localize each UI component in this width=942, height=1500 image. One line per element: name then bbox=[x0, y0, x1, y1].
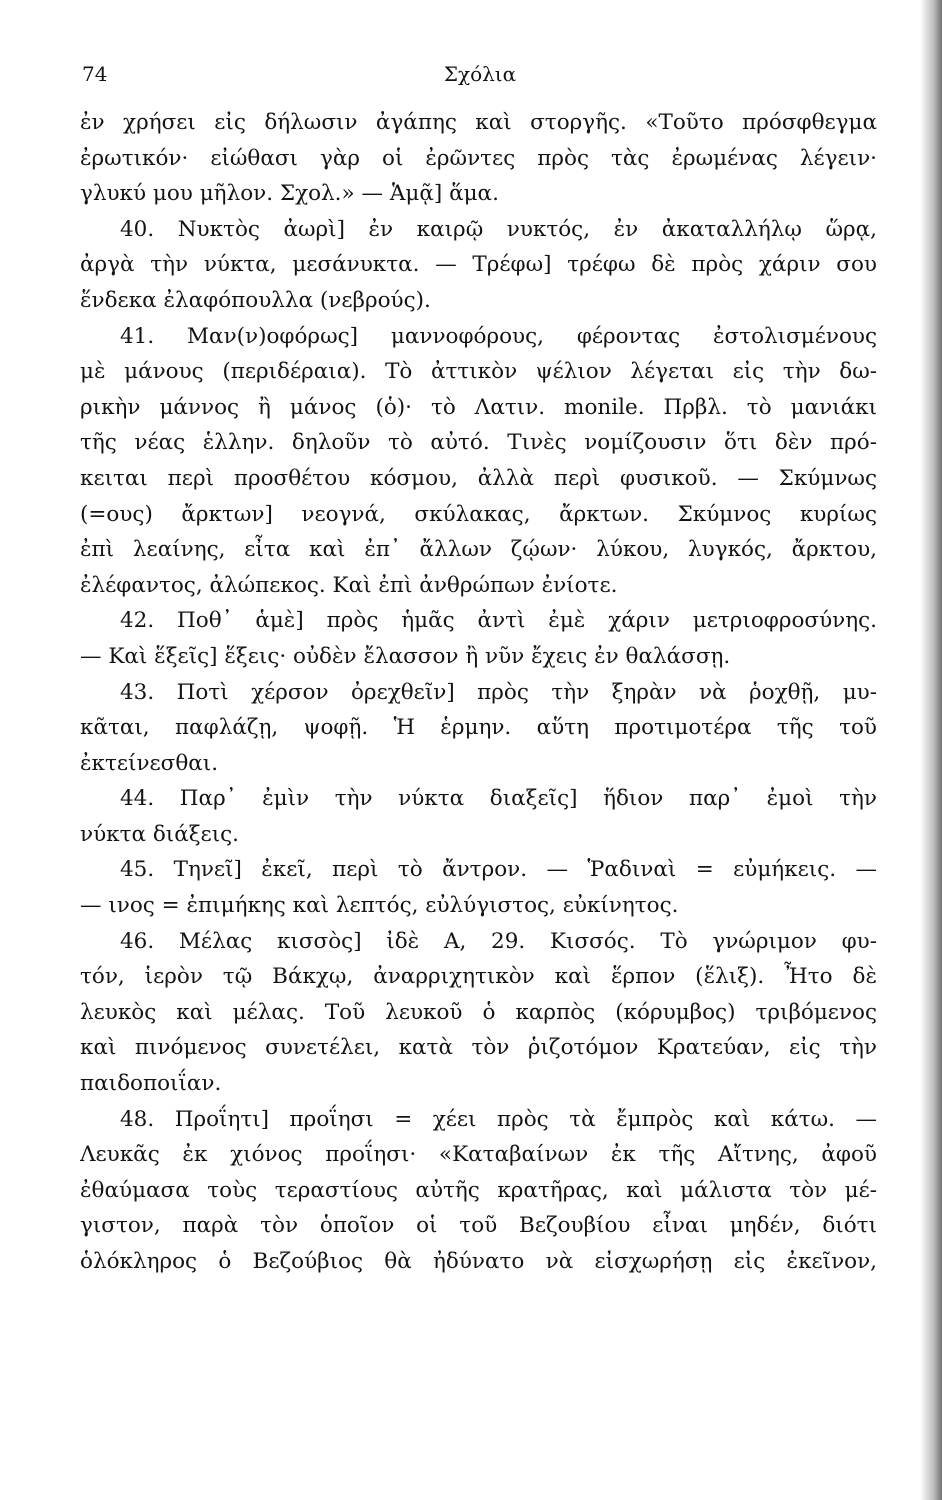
text-line: νύκτα διάξεις. bbox=[80, 821, 240, 847]
text-line: τῆς νέας ἑλλην. δηλοῦν τὸ αὐτό. Τινὲς νομίζουσιν ὅτι δὲν πρό- bbox=[80, 430, 877, 456]
text-line: ρικὴν μάννος ἢ μάνος (ὁ)· τὸ Λατιν. monile. Πρβλ. τὸ μανιάκι bbox=[80, 394, 877, 420]
text-line: 46. Μέλας κισσὸς] ἰδὲ Α, 29. Κισσός. Τὸ γνώριμον φυ- bbox=[120, 928, 877, 954]
running-title: Σχόλια bbox=[443, 62, 517, 86]
text-line: ἐν χρήσει εἰς δήλωσιν ἀγάπης καὶ στοργῆς. «Τοῦτο πρόσφθεγμα bbox=[80, 110, 877, 135]
text-line: κειται περὶ προσθέτου κόσμου, ἀλλὰ περὶ φυσικοῦ. — Σκύμνως bbox=[80, 465, 877, 491]
text-line: — ινος = ἐπιμήκης καὶ λεπτός, εὐλύγιστος, εὐκίνητος. bbox=[80, 893, 679, 919]
text-line: λευκὸς καὶ μέλας. Τοῦ λευκοῦ ὁ καρπὸς (κόρυμβος) τριβόμενος bbox=[80, 999, 877, 1025]
page-number: 74 bbox=[82, 62, 108, 86]
text-line: 48. Προΐητι] προΐησι = χέει πρὸς τὰ ἔμπρὸς καὶ κάτω. — bbox=[120, 1106, 877, 1132]
text-line: Λευκᾶς ἐκ χιόνος προΐησι· «Καταβαίνων ἐκ τῆς Αἴτνης, ἀφοῦ bbox=[80, 1142, 877, 1168]
text-line: 41. Μαν(ν)οφόρως] μαννοφόρους, φέροντας ἐστολισμένους bbox=[120, 323, 877, 349]
commentary-text bbox=[80, 105, 877, 1280]
text-line: (=ους) ἄρκτων] νεογνά, σκύλακας, ἄρκτων. Σκύμνος κυρίως bbox=[80, 501, 877, 527]
text-line: τόν, ἱερὸν τῷ Βάκχῳ, ἀναρριχητικὸν καὶ ἕρπον (ἕλιξ). Ἦτο δὲ bbox=[80, 964, 877, 990]
text-line: καὶ πινόμενος συνετέλει, κατὰ τὸν ῥιζοτόμον Κρατεύαν, εἰς τὴν bbox=[80, 1035, 877, 1061]
text-line: ἐπὶ λεαίνης, εἶτα καὶ ἐπ᾽ ἄλλων ζῴων· λύκου, λυγκός, ἄρκτου, bbox=[80, 537, 877, 563]
text-line: γιστον, παρὰ τὸν ὁποῖον οἱ τοῦ Βεζουβίου εἶναι μηδέν, διότι bbox=[80, 1213, 877, 1239]
page-header bbox=[80, 62, 880, 92]
text-line: 44. Παρ᾽ ἐμὶν τὴν νύκτα διαξεῖς] ἥδιον παρ᾽ ἐμοὶ τὴν bbox=[120, 786, 877, 812]
text-line: 40. Νυκτὸς ἀωρὶ] ἐν καιρῷ νυκτός, ἐν ἀκαταλλήλῳ ὥρᾳ, bbox=[120, 216, 877, 242]
text-line: γλυκύ μου μῆλον. Σχολ.» — Ἁμᾷ] ἅμα. bbox=[80, 181, 499, 207]
text-line: ἐλέφαντος, ἀλώπεκος. Καὶ ἐπὶ ἀνθρώπων ἐνίοτε. bbox=[80, 572, 618, 598]
text-line: κᾶται, παφλάζῃ, ψοφῇ. Ἡ ἑρμην. αὕτη προτιμοτέρα τῆς τοῦ bbox=[80, 715, 877, 741]
text-line: 45. Τηνεῖ] ἐκεῖ, περὶ τὸ ἄντρον. — Ῥαδιναὶ = εὐμήκεις. — bbox=[120, 857, 877, 883]
text-line: ἐθαύμασα τοὺς τεραστίους αὐτῆς κρατῆρας, καὶ μάλιστα τὸν μέ- bbox=[80, 1177, 877, 1203]
text-line: ἀργὰ τὴν νύκτα, μεσάνυκτα. — Τρέφω] τρέφω δὲ πρὸς χάριν σου bbox=[80, 252, 877, 278]
text-line: ἕνδεκα ἐλαφόπουλλα (νεβρούς). bbox=[80, 287, 431, 313]
text-line: — Καὶ ἕξεῖς] ἕξεις· οὐδὲν ἔλασσον ἢ νῦν ἔχεις ἐν θαλάσσῃ. bbox=[80, 643, 731, 669]
text-line: ἐκτείνεσθαι. bbox=[80, 750, 219, 776]
text-line: παιδοποιΐαν. bbox=[80, 1071, 222, 1097]
text-line: ἐρωτικόν· εἰώθασι γὰρ οἱ ἐρῶντες πρὸς τὰς ἐρωμένας λέγειν· bbox=[80, 145, 877, 171]
text-line: 42. Ποθ᾽ ἁμὲ] πρὸς ἡμᾶς ἀντὶ ἐμὲ χάριν μετριοφροσύνης. bbox=[120, 608, 877, 634]
text-line: μὲ μάνους (περιδέραια). Τὸ ἀττικὸν ψέλιον λέγεται εἰς τὴν δω- bbox=[80, 359, 877, 385]
text-line: 43. Ποτὶ χέρσον ὀρεχθεῖν] πρὸς τὴν ξηρὰν νὰ ῥοχθῇ, μυ- bbox=[120, 679, 877, 705]
page-edge-shadow bbox=[920, 0, 942, 1500]
text-line: ὁλόκληρος ὁ Βεζούβιος θὰ ἠδύνατο νὰ εἰσχωρήσῃ εἰς ἐκεῖνον, bbox=[80, 1249, 877, 1274]
